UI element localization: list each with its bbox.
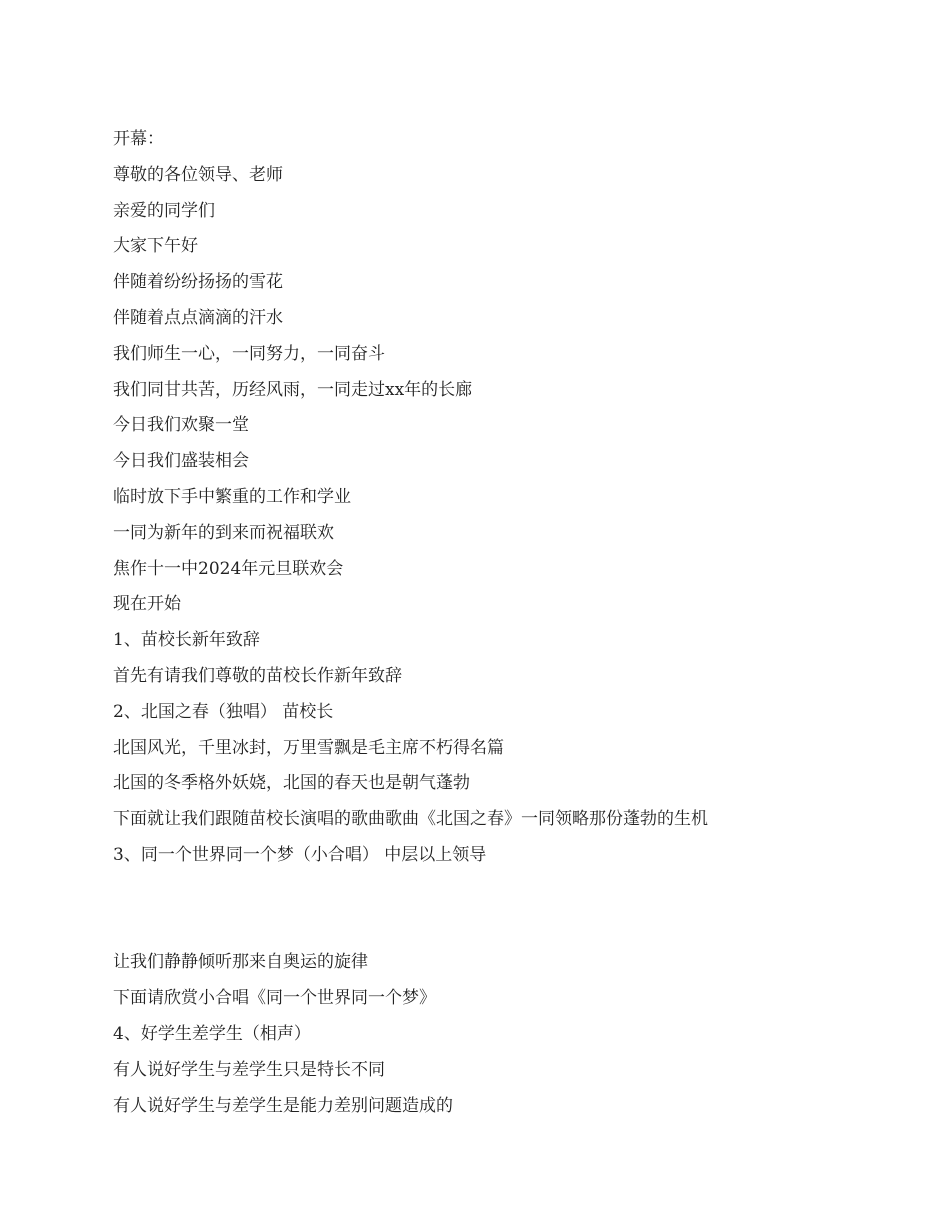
text-line: 下面请欣赏小合唱《同一个世界同一个梦》 [113, 988, 436, 1009]
text-line: 伴随着纷纷扬扬的雪花 [113, 272, 283, 293]
text-line: 我们师生一心，一同努力，一同奋斗 [113, 343, 385, 364]
text-line: 让我们静静倾听那来自奥运的旋律 [113, 952, 368, 973]
text-line: 我们同甘共苦，历经风雨，一同走过xx年的长廊 [113, 379, 473, 400]
document-body [113, 122, 893, 1124]
text-line: 北国的冬季格外妖娆，北国的春天也是朝气蓬勃 [113, 773, 470, 794]
text-line: 现在开始 [113, 594, 181, 615]
blank-gap [113, 874, 893, 946]
text-line: 北国风光，千里冰封，万里雪飘是毛主席不朽得名篇 [113, 737, 504, 758]
program-item-heading: 2、北国之春（独唱） 苗校长 [113, 701, 334, 722]
program-item-heading: 3、同一个世界同一个梦（小合唱） 中层以上领导 [113, 844, 487, 865]
text-line: 开幕： [113, 129, 164, 149]
text-line: 一同为新年的到来而祝福联欢 [113, 522, 334, 543]
text-line: 有人说好学生与差学生只是特长不同 [113, 1059, 385, 1080]
text-line: 有人说好学生与差学生是能力差别问题造成的 [113, 1095, 453, 1116]
text-line: 下面就让我们跟随苗校长演唱的歌曲歌曲《北国之春》一同领略那份蓬勃的生机 [113, 809, 708, 830]
text-line: 尊敬的各位领导、老师 [113, 164, 283, 185]
text-line: 大家下午好 [113, 236, 198, 257]
program-item-heading: 4、好学生差学生（相声） [113, 1023, 311, 1044]
text-line: 今日我们盛装相会 [113, 451, 249, 472]
text-line: 亲爱的同学们 [113, 200, 215, 221]
text-line: 今日我们欢聚一堂 [113, 415, 249, 436]
text-line: 焦作十一中2024年元旦联欢会 [113, 558, 344, 579]
program-item-heading: 1、苗校长新年致辞 [113, 630, 260, 651]
text-line: 伴随着点点滴滴的汗水 [113, 307, 283, 328]
text-line: 临时放下手中繁重的工作和学业 [113, 486, 351, 507]
text-line: 首先有请我们尊敬的苗校长作新年致辞 [113, 665, 402, 686]
